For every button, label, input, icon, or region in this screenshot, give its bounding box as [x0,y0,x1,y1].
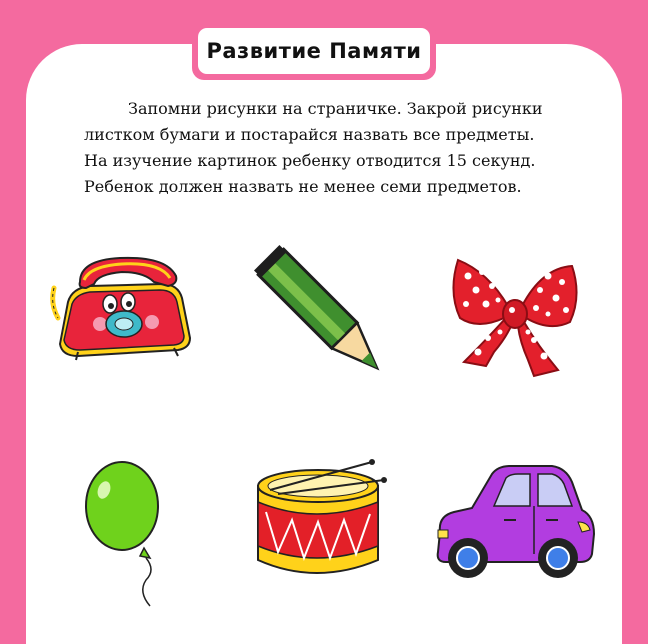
instruction-line: На изучение картинок ребенку отводится 15 секунд. [84,151,536,170]
instruction-line: Запомни рисунки на страничке. Закрой рисунки [128,99,543,118]
polka-dot-bow-icon [448,252,582,384]
drum-icon [252,456,392,586]
balloon-icon [84,460,164,610]
instructions-text [84,96,584,200]
instruction-line: Ребенок должен назвать не менее семи предметов. [84,177,522,196]
instruction-line: листком бумаги и постарайся назвать все предметы. [84,125,535,144]
title-frame [192,22,436,80]
car-icon [432,458,598,584]
pencil-icon [254,244,394,386]
telephone-icon [50,252,196,364]
page-title: Развитие Памяти [198,28,430,74]
